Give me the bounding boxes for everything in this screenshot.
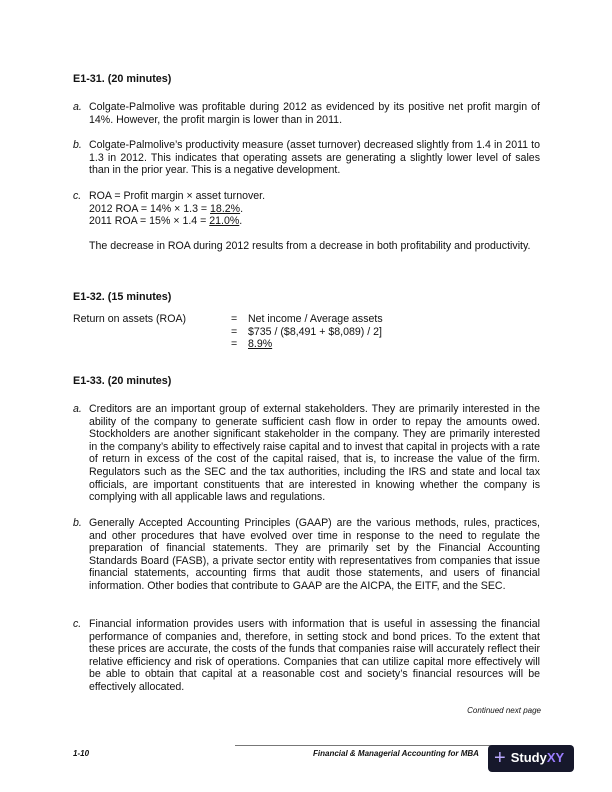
e1-31-c: c. ROA = Profit margin × asset turnover. 2012 ROA = 14% × 1.3 = 18.2%. 2011 ROA = 15% × 1.4 = 21.0%. The decrease in ROA during 2012 results from a decrease in both profitability and productivity.	[73, 190, 531, 253]
e1-33-a: a. Creditors are an important group of external stakeholders. They are primarily interested in the ability of the company to generate sufficient cash flow in order to repay the amounts owed. Stockholders are another significant stakeholder in the company. They are primarily interested in the company’s ability to effectively raise capital and to invest that capital in projects with a rate of return in excess of the cost of the capital raised, that is, to increase the value of the firm. Regulators such as the SEC and the tax authorities, including the IRS and state and local tax officials, are important constituents that are interested in knowing whether the company is complying with all applicable laws and regulations.	[73, 403, 540, 504]
e1-31-b: b. Colgate-Palmolive’s productivity measure (asset turnover) decreased slightly from 1.4 in 2011 to 1.3 in 2012. This indicates that operating assets are generating a slightly lower level of sales than in the prior year. This is a negative development.	[73, 139, 540, 177]
e1-31-heading: E1-31. (20 minutes)	[73, 73, 172, 85]
plus-icon: +	[494, 747, 506, 770]
e1-31-a: a. Colgate-Palmolive was profitable during 2012 as evidenced by its positive net profit margin of 14%. However, the profit margin is lower than in 2011.	[73, 101, 540, 126]
e1-33-b: b. Generally Accepted Accounting Principles (GAAP) are the various methods, rules, practices, and other procedures that have evolved over time in response to the need to regulate the preparation of financial statements. They are primarily set by the Financial Accounting Standards Board (FASB), a private sector entity with representatives from companies that issue financial statements, accounting firms that audit those statements, and users of financial information. Other bodies that contribute to GAAP are the AICPA, the EITF, and the SEC.	[73, 517, 540, 592]
document-page: E1-31. (20 minutes) a. Colgate-Palmolive was profitable during 2012 as evidenced by its positive net profit margin of 14%. However, the profit margin is lower than in 2011. b. Colgate-Palmolive’s productivity measure (asset turnover) decreased slightly from 1.4 in 2011 to 1.3 in 2012. This indicates that operating assets are generating a slightly lower level of sales than in the prior year. This is a negative development. c. ROA = Profit margin × asset turnover. 2012 ROA = 14% × 1.3 = 18.2%. 2011 ROA = 15% × 1.4 = 21.0%. The decrease in ROA during 2012 results from a decrease in both profitability and productivity. E1-32. (15 minutes) Return on assets (ROA) = Net income / Average assets = $735 / ($8,491 + $8,089) / 2] = 8.9% E1-33. (20 minutes) a. Creditors are an important group of external stakeholders. They are primarily interested in the ability of the company to generate sufficient cash flow in order to repay the amounts owed. Stockholders are another significant stakeholder in the company. They are primarily interested in the company’s ability to effectively raise capital and to invest that capital in projects with a rate of return in excess of the cost of the capital raised, that is, to increase the value of the firm. Regulators such as the SEC and the tax authorities, including the IRS and state and local tax officials, are important constituents that are interested in knowing whether the company is complying with all applicable laws and regulations. b. Generally Accepted Accounting Principles (GAAP) are the various methods, rules, practices, and other procedures that have evolved over time in response to the need to regulate the preparation of financial statements. They are primarily set by the Financial Accounting Standards Board (FASB), a private sector entity with representatives from companies that issue financial statements, accounting firms that audit those statements, and users of financial information. Other bodies that contribute to GAAP are the AICPA, the EITF, and the SEC. c. Financial information provides users with information that is useful in assessing the financial performance of companies and, therefore, in setting stock and bond prices. To the extent that these prices are accurate, the costs of the funds that companies raise will accurately reflect their relative efficiency and risk of operations. Companies that can utilize capital more effectively will be able to obtain that capital at a reasonable cost and society’s financial resources will be effectively allocated. Continued next page 1-10 Financial & Managerial Accounting for MBA + Study XY	[0, 0, 612, 792]
e1-32-heading: E1-32. (15 minutes)	[73, 291, 172, 303]
continued-note: Continued next page	[467, 706, 541, 715]
e1-33-heading: E1-33. (20 minutes)	[73, 375, 172, 387]
book-title: Financial & Managerial Accounting for MBA	[313, 749, 479, 758]
studyxy-badge[interactable]: + Study XY	[488, 745, 574, 772]
page-number: 1-10	[73, 749, 90, 758]
e1-33-c: c. Financial information provides users with information that is useful in assessing the financial performance of companies and, therefore, in setting stock and bond prices. To the extent that these prices are accurate, the costs of the funds that companies raise will accurately reflect their relative efficiency and risk of operations. Companies that can utilize capital more effectively will be able to obtain that capital at a reasonable cost and society’s financial resources will be effectively allocated.	[73, 618, 540, 693]
